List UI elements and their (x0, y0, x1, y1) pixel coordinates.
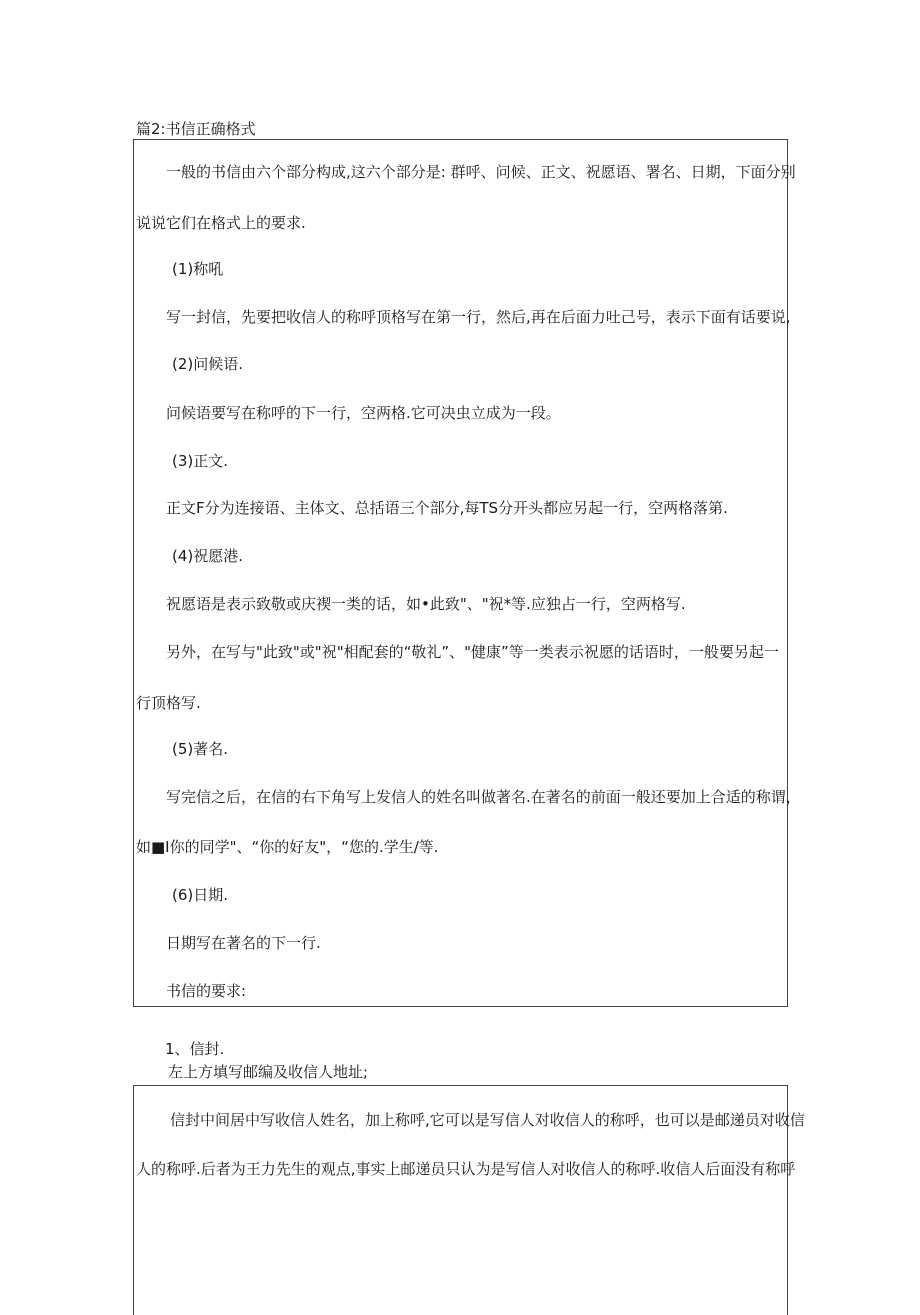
section-1-text: 写一封信，先要把收信人的称呼顶格写在第一行，然后,再在后面力吐己号，表示下面有话要说, (166, 308, 791, 326)
envelope-para-line-1: 信封中间居中写收信人姓名，加上称呼,它可以是写信人对收信人的称呼，也可以是邮递员对收信 (170, 1111, 805, 1129)
section-1-title: (1)称吼 (172, 260, 224, 278)
section-2-title: (2)问候语. (172, 355, 244, 373)
envelope-content-box (133, 1085, 805, 1315)
section-3-text: 正文F分为连接语、主体文、总括语三个部分,每TS分开头都应另起一行，空两格落第. (166, 499, 728, 517)
section-5-text-line-1: 写完信之后，在信的右下角写上发信人的姓名叫做著名.在著名的前面一般还要加上合适的称谓， (166, 788, 801, 806)
section-5-text-line-2: 如■I你的同学"、“你的好友"，“您的.学生/等. (136, 838, 439, 856)
format-content-box (133, 139, 801, 1007)
section-5-title: (5)著名. (172, 740, 229, 758)
section-6-text: 日期写在著名的下一行. (166, 934, 321, 952)
section-4-title: (4)祝愿港. (172, 547, 244, 565)
section-6-title: (6)日期. (172, 886, 229, 904)
envelope-para-line-2: 人的称呼.后者为王力先生的观点,事实上邮递员只认为是写信人对收信人的称呼.收信人后面没有称呼 (136, 1160, 796, 1178)
section-4-extra-line-1: 另外，在写与"此致"或"祝"相配套的“敬礼”、"健康”等一类表示祝愿的话语时，一般要另起一 (166, 643, 779, 661)
section-2-text: 问候语要写在称呼的下一行，空两格.它可决虫立成为一段。 (166, 404, 561, 422)
section-4-extra-line-2: 行顶格写. (136, 694, 201, 712)
intro-line-1: 一般的书信由六个部分构成,这六个部分是: 群呼、问候、正文、祝愿语、署名、日期，下面分别 (166, 163, 796, 181)
item-1-envelope: 1、信封. (165, 1040, 225, 1058)
item-1-text: 左上方填写邮编及收信人地址; (168, 1063, 369, 1081)
section-3-title: (3)正文. (172, 452, 229, 470)
section-4-text: 祝愿语是表示致敬或庆禊一类的话，如•此致"、"祝*等.应独占一行，空两格写. (166, 595, 686, 613)
page-heading: 篇2:书信正确格式 (136, 120, 256, 138)
intro-line-2: 说说它们在格式上的要求. (136, 214, 306, 232)
requirements-heading: 书信的要求: (166, 982, 247, 1000)
